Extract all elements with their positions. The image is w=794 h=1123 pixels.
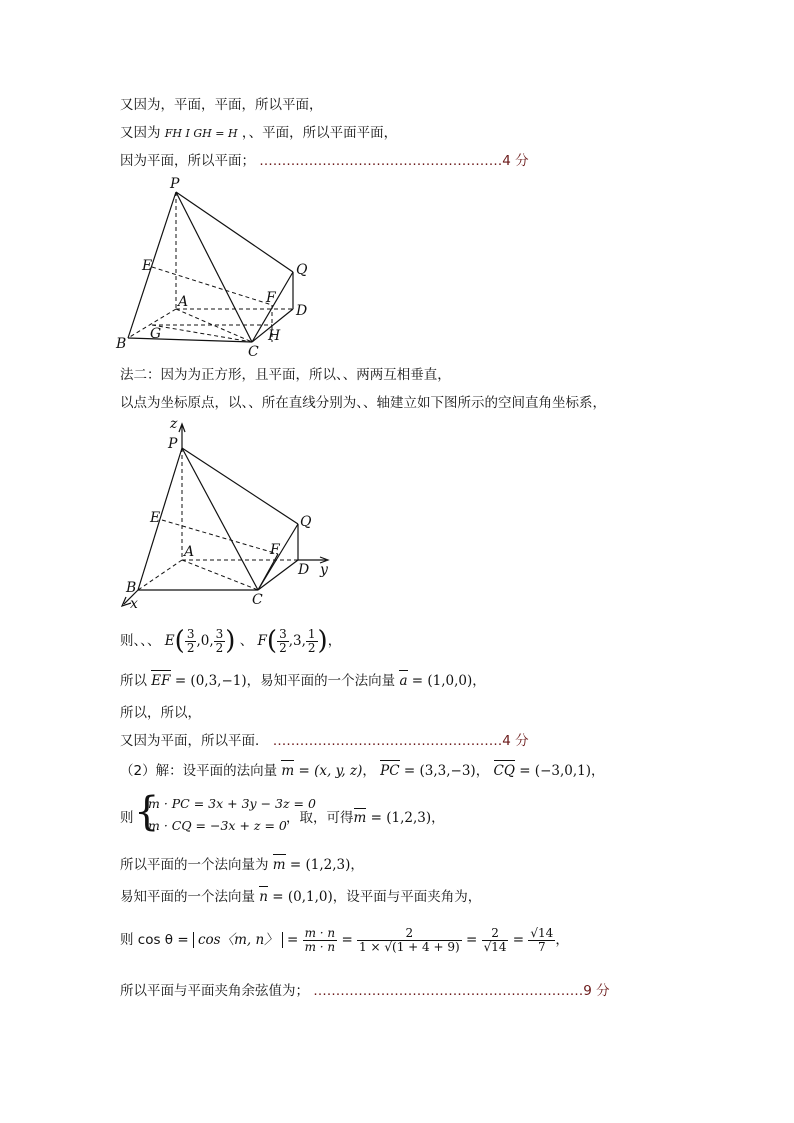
line7-mid: ，易知平面的一个法向量 [246,673,396,689]
text-line-3 [120,152,529,170]
fig1-label-P: P [170,176,180,192]
fig2-label-x: x [130,596,138,612]
figure-1-pyramid [110,172,330,362]
line3-score-dots: ………………………………………………4 分 [259,153,529,169]
eq-3: = [465,932,478,948]
line2-suffix: ，、平面，所以平面平面， [241,125,398,141]
fig2-label-E: E [150,510,161,526]
text-line-1: 又因为，平面，平面，所以平面， [120,97,323,113]
text-line-10 [120,762,605,780]
fig1-label-H: H [268,328,281,344]
fig2-label-F: F [270,542,280,558]
fig2-label-y: y [320,562,328,578]
vector-EF-value: = (0,3,−1) [174,673,247,689]
line12-end: ， [350,857,364,873]
text-line-4: 法二：因为为正方形，且平面，所以、、两两互相垂直， [120,367,451,383]
vector-CQ-value: = (−3,0,1) [519,763,592,779]
vector-PC-value: = (3,3,−3) [403,763,476,779]
equation-1: m · PC = 3x + 3y − 3z = 0 [148,796,316,811]
line9-score-dots: ……………………………………………4 分 [272,733,529,749]
normal-m: m [272,857,286,873]
frac-1: $\frac{m \cdot n}{m \cdot n}$ [304,925,336,954]
fig2-label-C: C [252,592,263,608]
equation-2: m · CQ = −3x + z = 0 [148,818,287,833]
vector-EF: EF [151,673,171,689]
fig1-label-D: D [296,303,308,319]
F-x-frac: $\frac{3}{2}$ [279,626,287,655]
text-line-14 [120,920,569,960]
line6-end: ， [327,633,342,649]
eq-1: = [286,932,299,948]
vector-n-value: = (0,1,0) [272,889,333,905]
vector-m-value: = (x, y, z) [298,763,363,779]
fig1-label-E: E [142,258,153,274]
line9-text: 又因为平面，所以平面． [120,733,269,749]
point-E-label: E [164,633,175,649]
line12-prefix: 所以平面的一个法向量为 [120,857,269,873]
line2-prefix: 又因为 [120,125,161,141]
fig1-label-A: A [178,294,189,310]
text-line-5: 以点为坐标原点，以、、所在直线分别为、、轴建立如下图所示的空间直角坐标系， [120,395,606,411]
fig2-label-z: z [170,416,178,432]
line13-prefix: 易知平面的一个法向量 [120,889,255,905]
fig2-label-P: P [168,436,178,452]
line11-then: 则 [120,810,134,826]
fig2-label-D: D [298,562,310,578]
text-line-15 [120,982,610,1000]
brace: { [134,789,160,835]
line6-prefix: 则、、、 [120,633,161,649]
line10-prefix: （2）解：设平面的法向量 [120,763,278,779]
text-line-2 [120,124,397,143]
line10-end: ， [591,763,605,779]
E-z-frac: $\frac{3}{2}$ [215,626,224,655]
fig1-label-C: C [248,344,259,360]
point-F-label: F [257,633,267,649]
line10-sep-2: ， [475,763,490,779]
line3-text: 因为平面，所以平面； [120,153,255,169]
equation-system [120,789,540,838]
line15-score-dots: ……………………………………………………9 分 [313,983,610,999]
fig1-label-F: F [266,290,276,306]
text-line-13 [120,888,481,906]
paren-close: ) [225,626,236,656]
eq-2: = [341,932,353,948]
paren-open: ( [174,626,185,656]
line11-suffix: ，取，可得m = (1,2,3)， [286,810,445,826]
vector-a-value: = (1,0,0) [411,673,473,689]
vector-n: n [259,889,268,905]
vector-m: m [281,763,295,779]
line7-prefix: 所以 [120,673,147,689]
fig1-label-B: B [116,336,127,352]
vector-PC: PC [380,763,400,779]
line7-end: ， [472,673,486,689]
text-line-9 [120,732,529,750]
eq-4: = [512,932,525,948]
F-z-frac: $\frac{1}{2}$ [307,626,316,655]
normal-m-value: = (1,2,3) [289,857,351,873]
line10-sep-1: ， [362,763,376,779]
fig1-label-G: G [150,326,162,342]
text-line-8: 所以，所以， [120,705,201,721]
line14-end: ， [555,932,569,948]
fig2-label-A: A [184,544,195,560]
vector-CQ: CQ [493,763,515,779]
F-y: 3 [293,633,302,649]
line2-math: FH I GH = H [164,127,238,140]
E-x-frac: $\frac{3}{2}$ [186,626,195,655]
frac-4: $\frac{√14}{7}$ [530,925,554,954]
text-line-6: 则、、、 E( $\frac{3}{2}$ ,0, $\frac{3}{2}$ ) 、 F( $\frac{3}{2}$ ,3, $\frac{1}{2}$ )， [120,626,342,656]
line15-text: 所以平面与平面夹角余弦值为； [120,983,309,999]
frac-3: $\frac{2}{√14}$ [483,925,507,954]
figure-2-coordinate-system [110,414,350,614]
line6-sep: 、 [239,633,254,649]
cos-abs: cos〈m, n〉 [193,932,283,948]
fig2-label-B: B [126,580,137,596]
fig1-label-Q: Q [296,262,308,278]
vector-a: a [399,673,408,689]
frac-2: $\frac{2}{1 \times √(1 + 4 + 9)}$ [359,925,460,954]
text-line-7 [120,672,486,690]
text-line-12 [120,856,364,874]
E-y: 0 [200,633,210,649]
cos-prefix: 则 cos θ = [120,932,189,948]
fig2-label-Q: Q [300,514,312,530]
line13-suffix: ，设平面与平面夹角为， [332,889,482,905]
